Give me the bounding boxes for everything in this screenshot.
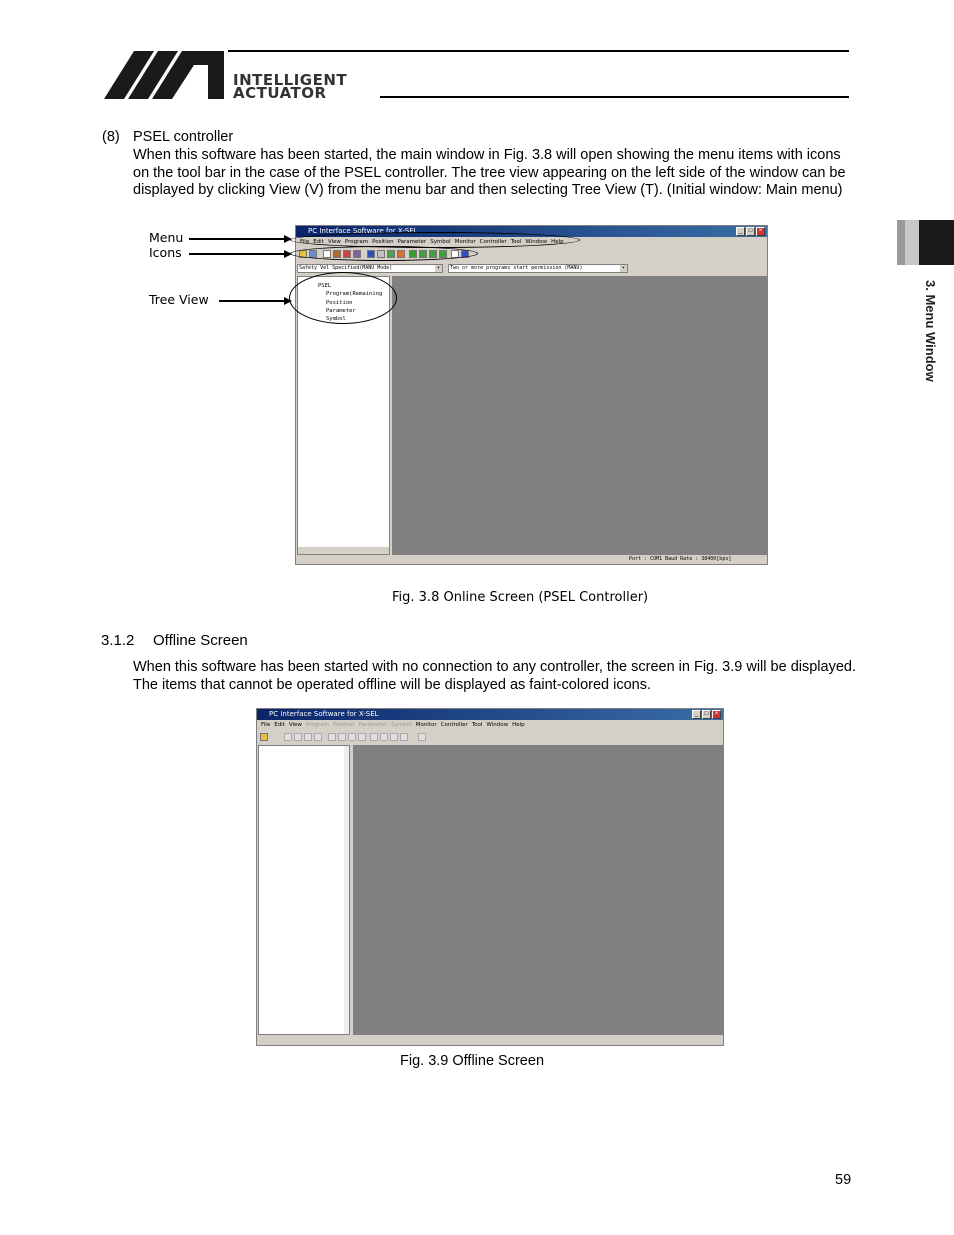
position-icon [304, 733, 312, 741]
logo-wordmark [233, 71, 348, 102]
tree-item-position[interactable]: Position [326, 300, 353, 306]
menu-parameter-disabled: Parameter [358, 722, 388, 728]
menu-program[interactable]: Program [344, 239, 369, 245]
fig39-caption: Fig. 3.9 Offline Screen [400, 1053, 545, 1069]
menu-position-disabled: Position [333, 722, 355, 728]
variable-icon [400, 733, 408, 741]
menu-file[interactable]: File [261, 722, 271, 728]
logo-line-2: ACTUATOR [233, 84, 327, 102]
company-logo [104, 51, 224, 99]
tree-item-parameter[interactable]: Parameter [326, 308, 356, 314]
pencil-icon [294, 733, 302, 741]
monitor-icon [380, 733, 388, 741]
annotation-tree-view: Tree View [149, 292, 209, 307]
io-icon [390, 733, 398, 741]
tree-item-program[interactable]: Program(Remaining [326, 291, 383, 297]
menu-window[interactable]: Window [525, 239, 548, 245]
stop-square-icon [418, 733, 426, 741]
tree-item-symbol[interactable]: Symbol [326, 316, 346, 322]
tree-scrollbar[interactable] [344, 746, 349, 1034]
fig38-titlebar: PC Interface Software for X-SEL [296, 226, 767, 237]
fig39-titlebar: PC Interface Software for X-SEL [257, 709, 723, 720]
highlight-icons [290, 246, 478, 261]
program-icon [284, 733, 292, 741]
arrow-menu [189, 238, 285, 240]
fig39-workspace [353, 745, 723, 1035]
logo-line-1: INTELLIGENT [233, 71, 348, 89]
menu-tool[interactable]: Tool [471, 722, 483, 728]
menu-edit[interactable]: Edit [274, 722, 285, 728]
fig38-caption: Fig. 3.8 Online Screen (PSEL Controller) [392, 590, 649, 605]
fig39-tree-pane [258, 745, 350, 1035]
minimize-icon[interactable]: _ [692, 710, 701, 719]
side-tab-shade-light [905, 220, 919, 265]
fig38-safety-combo[interactable] [297, 264, 443, 273]
header-rule-bottom [380, 96, 849, 98]
parameter-icon [314, 733, 322, 741]
fig39-menubar [257, 720, 723, 730]
chevron-down-icon[interactable]: ▾ [621, 265, 625, 271]
menu-controller[interactable]: Controller [479, 239, 507, 245]
fig38-workspace [392, 276, 767, 555]
flag-icon [370, 733, 378, 741]
fig39-window-controls [692, 710, 721, 719]
fig39-screenshot [256, 708, 724, 1046]
chapter-label: 3. Menu Window [923, 280, 938, 382]
section-8-title: PSEL controller [133, 129, 234, 145]
menu-edit[interactable]: Edit [313, 239, 324, 245]
menu-symbol[interactable]: Symbol [430, 239, 451, 245]
status-port-baud: Port : COM1 Baud Rate : 38400[bps] [629, 556, 732, 562]
highlight-tree [289, 272, 397, 324]
menu-tool[interactable]: Tool [510, 239, 522, 245]
refresh-icon [338, 733, 346, 741]
fig38-window-controls [736, 227, 765, 236]
menu-view[interactable]: View [327, 239, 341, 245]
menu-parameter[interactable]: Parameter [397, 239, 427, 245]
download-icon [328, 733, 336, 741]
menu-file[interactable]: File [300, 239, 310, 245]
menu-position[interactable]: Position [372, 239, 394, 245]
section-312-body: When this software has been started with no connection to any controller, the screen in Fig. 3.9 will be displayed. The items that cannot be operated offline will be displayed as faint-colored icons. [133, 659, 856, 693]
section-312-title: Offline Screen [153, 632, 248, 649]
section-8-number: (8) [102, 129, 120, 145]
minimize-icon[interactable]: _ [736, 227, 745, 236]
menu-help[interactable]: Help [551, 239, 564, 245]
start-permission-combo-value: Two or more programs start permission (MANU) [450, 265, 583, 271]
chevron-down-icon[interactable]: ▾ [436, 265, 440, 271]
menu-program-disabled: Program [305, 722, 330, 728]
close-icon[interactable]: × [756, 227, 765, 236]
menu-view[interactable]: View [288, 722, 302, 728]
stop-icon [358, 733, 366, 741]
home-icon [348, 733, 356, 741]
page-number: 59 [835, 1172, 852, 1188]
menu-help[interactable]: Help [512, 722, 525, 728]
side-tab-block [919, 220, 954, 265]
menu-controller[interactable]: Controller [440, 722, 468, 728]
menu-symbol-disabled: Symbol [391, 722, 412, 728]
section-312-number: 3.1.2 [101, 632, 135, 649]
fig38-start-permission-combo[interactable] [448, 264, 628, 273]
tree-root-psel[interactable]: PSEL [318, 283, 332, 289]
highlight-menu [290, 232, 580, 248]
close-icon[interactable]: × [712, 710, 721, 719]
arrow-icons [189, 253, 285, 255]
menu-monitor[interactable]: Monitor [415, 722, 437, 728]
maximize-icon[interactable]: □ [746, 227, 755, 236]
safety-combo-value: Safety Vel Specified(MANU Mode) [299, 265, 393, 271]
section-8-body: When this software has been started, the main window in Fig. 3.8 will open showing the menu items with icons on the tool bar in the case of the PSEL controller. The tree view appearing on the left side of the window can be displayed by clicking View (V) from the menu bar and then selecting Tree View (T). (Initial window: Main menu) [133, 147, 846, 199]
open-icon[interactable] [260, 733, 268, 741]
arrow-tree-view [219, 300, 285, 302]
tree-scrollbar[interactable] [298, 547, 389, 554]
annotation-menu: Menu [149, 230, 184, 245]
maximize-icon[interactable]: □ [702, 710, 711, 719]
fig39-statusbar [257, 1035, 723, 1044]
header-rule-top [228, 50, 849, 52]
fig39-toolbar [257, 732, 723, 743]
menu-monitor[interactable]: Monitor [454, 239, 476, 245]
menu-window[interactable]: Window [486, 722, 509, 728]
fig38-statusbar [296, 555, 767, 564]
annotation-icons: Icons [149, 245, 182, 260]
